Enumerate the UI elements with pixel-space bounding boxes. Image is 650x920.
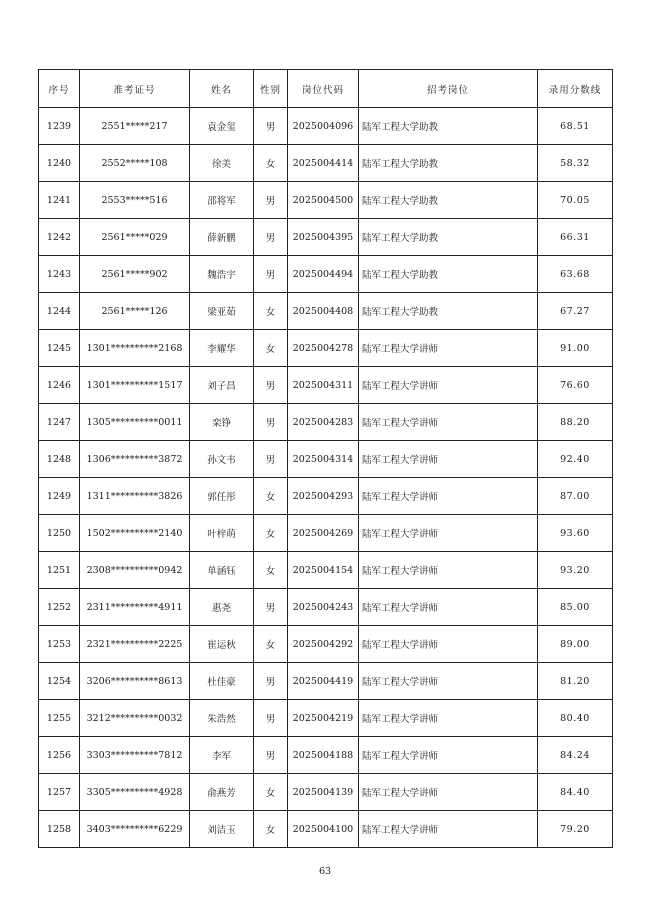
cell-exam-id: 2321**********2225 — [80, 626, 190, 663]
cell-post: 陆军工程大学助教 — [359, 256, 538, 293]
table-row — [39, 219, 613, 256]
cell-gender: 男 — [254, 108, 288, 145]
table-row — [39, 182, 613, 219]
cell-score: 92.40 — [538, 441, 613, 478]
cell-gender: 女 — [254, 478, 288, 515]
table-row — [39, 811, 613, 848]
table-row — [39, 108, 613, 145]
cell-post: 陆军工程大学讲师 — [359, 700, 538, 737]
cell-name: 邵将军 — [190, 182, 254, 219]
cell-name: 单涵钰 — [190, 552, 254, 589]
header-index: 序号 — [39, 70, 80, 108]
cell-name: 刘子昌 — [190, 367, 254, 404]
cell-post-code: 2025004096 — [288, 108, 359, 145]
cell-score: 79.20 — [538, 811, 613, 848]
cell-gender: 女 — [254, 774, 288, 811]
cell-index: 1247 — [39, 404, 80, 441]
cell-gender: 男 — [254, 219, 288, 256]
cell-post: 陆军工程大学助教 — [359, 219, 538, 256]
cell-index: 1253 — [39, 626, 80, 663]
cell-gender: 男 — [254, 367, 288, 404]
cell-score: 88.20 — [538, 404, 613, 441]
cell-score: 67.27 — [538, 293, 613, 330]
cell-post: 陆军工程大学助教 — [359, 182, 538, 219]
cell-name: 李耀华 — [190, 330, 254, 367]
cell-name: 朱浩然 — [190, 700, 254, 737]
cell-gender: 男 — [254, 441, 288, 478]
cell-post: 陆军工程大学讲师 — [359, 330, 538, 367]
cell-name: 栾铮 — [190, 404, 254, 441]
cell-post-code: 2025004408 — [288, 293, 359, 330]
cell-post-code: 2025004419 — [288, 663, 359, 700]
cell-post: 陆军工程大学讲师 — [359, 811, 538, 848]
cell-index: 1250 — [39, 515, 80, 552]
table-body — [39, 108, 613, 848]
table-row — [39, 441, 613, 478]
cell-gender: 女 — [254, 552, 288, 589]
table-row — [39, 330, 613, 367]
cell-index: 1239 — [39, 108, 80, 145]
cell-score: 81.20 — [538, 663, 613, 700]
cell-index: 1243 — [39, 256, 80, 293]
cell-name: 袁金玺 — [190, 108, 254, 145]
cell-index: 1257 — [39, 774, 80, 811]
results-table — [38, 69, 613, 848]
cell-score: 87.00 — [538, 478, 613, 515]
cell-post-code: 2025004494 — [288, 256, 359, 293]
cell-post-code: 2025004311 — [288, 367, 359, 404]
cell-index: 1242 — [39, 219, 80, 256]
table-row — [39, 774, 613, 811]
cell-gender: 男 — [254, 700, 288, 737]
table-row — [39, 700, 613, 737]
page-number: 63 — [318, 866, 332, 877]
cell-post: 陆军工程大学讲师 — [359, 626, 538, 663]
cell-name: 叶梓萌 — [190, 515, 254, 552]
cell-exam-id: 3206**********8613 — [80, 663, 190, 700]
table-row — [39, 256, 613, 293]
table-row — [39, 145, 613, 182]
cell-exam-id: 1305**********0011 — [80, 404, 190, 441]
cell-post-code: 2025004283 — [288, 404, 359, 441]
header-exam-id: 准考证号 — [80, 70, 190, 108]
cell-exam-id: 3212**********0032 — [80, 700, 190, 737]
cell-index: 1255 — [39, 700, 80, 737]
cell-post-code: 2025004269 — [288, 515, 359, 552]
cell-index: 1248 — [39, 441, 80, 478]
table-row — [39, 478, 613, 515]
cell-post: 陆军工程大学讲师 — [359, 774, 538, 811]
cell-gender: 女 — [254, 811, 288, 848]
cell-index: 1244 — [39, 293, 80, 330]
cell-post-code: 2025004293 — [288, 478, 359, 515]
cell-score: 84.40 — [538, 774, 613, 811]
cell-exam-id: 2311**********4911 — [80, 589, 190, 626]
cell-post: 陆军工程大学讲师 — [359, 441, 538, 478]
cell-gender: 女 — [254, 330, 288, 367]
cell-gender: 男 — [254, 663, 288, 700]
cell-exam-id: 2553*****516 — [80, 182, 190, 219]
table-row — [39, 552, 613, 589]
cell-exam-id: 2561*****126 — [80, 293, 190, 330]
cell-score: 58.32 — [538, 145, 613, 182]
cell-exam-id: 3305**********4928 — [80, 774, 190, 811]
cell-index: 1245 — [39, 330, 80, 367]
cell-name: 崔运秋 — [190, 626, 254, 663]
cell-index: 1252 — [39, 589, 80, 626]
cell-exam-id: 1301**********2168 — [80, 330, 190, 367]
cell-name: 魏浩宇 — [190, 256, 254, 293]
table-row — [39, 737, 613, 774]
cell-score: 66.31 — [538, 219, 613, 256]
table-row — [39, 367, 613, 404]
cell-index: 1246 — [39, 367, 80, 404]
cell-post: 陆军工程大学讲师 — [359, 589, 538, 626]
table-row — [39, 293, 613, 330]
cell-post-code: 2025004292 — [288, 626, 359, 663]
cell-exam-id: 2551*****217 — [80, 108, 190, 145]
cell-name: 孙文韦 — [190, 441, 254, 478]
cell-exam-id: 1311**********3826 — [80, 478, 190, 515]
cell-name: 梁亚茹 — [190, 293, 254, 330]
cell-name: 徐美 — [190, 145, 254, 182]
header-post: 招考岗位 — [359, 70, 538, 108]
cell-score: 91.00 — [538, 330, 613, 367]
cell-gender: 男 — [254, 737, 288, 774]
cell-exam-id: 3303**********7812 — [80, 737, 190, 774]
cell-score: 76.60 — [538, 367, 613, 404]
cell-post-code: 2025004154 — [288, 552, 359, 589]
cell-name: 俞燕芳 — [190, 774, 254, 811]
cell-post: 陆军工程大学讲师 — [359, 478, 538, 515]
cell-exam-id: 1502**********2140 — [80, 515, 190, 552]
cell-post-code: 2025004500 — [288, 182, 359, 219]
cell-name: 薛新鹏 — [190, 219, 254, 256]
cell-exam-id: 1306**********3872 — [80, 441, 190, 478]
cell-name: 惠尧 — [190, 589, 254, 626]
cell-score: 84.24 — [538, 737, 613, 774]
table-row — [39, 626, 613, 663]
table-row — [39, 663, 613, 700]
cell-index: 1251 — [39, 552, 80, 589]
cell-post: 陆军工程大学讲师 — [359, 663, 538, 700]
cell-post-code: 2025004219 — [288, 700, 359, 737]
cell-index: 1256 — [39, 737, 80, 774]
cell-exam-id: 2552*****108 — [80, 145, 190, 182]
cell-gender: 女 — [254, 515, 288, 552]
cell-exam-id: 3403**********6229 — [80, 811, 190, 848]
table-header-row — [39, 70, 613, 108]
table-row — [39, 404, 613, 441]
cell-index: 1258 — [39, 811, 80, 848]
cell-score: 70.05 — [538, 182, 613, 219]
cell-score: 85.00 — [538, 589, 613, 626]
cell-post-code: 2025004414 — [288, 145, 359, 182]
cell-name: 李军 — [190, 737, 254, 774]
cell-score: 63.68 — [538, 256, 613, 293]
cell-score: 93.60 — [538, 515, 613, 552]
header-name: 姓名 — [190, 70, 254, 108]
table-row — [39, 515, 613, 552]
cell-gender: 男 — [254, 182, 288, 219]
cell-post-code: 2025004100 — [288, 811, 359, 848]
cell-post: 陆军工程大学讲师 — [359, 515, 538, 552]
header-post-code: 岗位代码 — [288, 70, 359, 108]
cell-score: 80.40 — [538, 700, 613, 737]
cell-index: 1241 — [39, 182, 80, 219]
cell-exam-id: 2561*****029 — [80, 219, 190, 256]
cell-post: 陆军工程大学助教 — [359, 108, 538, 145]
cell-post: 陆军工程大学讲师 — [359, 404, 538, 441]
cell-exam-id: 2561*****902 — [80, 256, 190, 293]
table-row — [39, 589, 613, 626]
cell-post: 陆军工程大学讲师 — [359, 552, 538, 589]
cell-score: 68.51 — [538, 108, 613, 145]
cell-index: 1249 — [39, 478, 80, 515]
cell-post-code: 2025004314 — [288, 441, 359, 478]
cell-gender: 男 — [254, 256, 288, 293]
cell-post-code: 2025004188 — [288, 737, 359, 774]
cell-index: 1240 — [39, 145, 80, 182]
cell-score: 89.00 — [538, 626, 613, 663]
cell-post: 陆军工程大学助教 — [359, 145, 538, 182]
cell-post: 陆军工程大学讲师 — [359, 367, 538, 404]
cell-post-code: 2025004243 — [288, 589, 359, 626]
cell-name: 杜佳豪 — [190, 663, 254, 700]
cell-exam-id: 1301**********1517 — [80, 367, 190, 404]
cell-score: 93.20 — [538, 552, 613, 589]
cell-name: 郭任彤 — [190, 478, 254, 515]
cell-post: 陆军工程大学助教 — [359, 293, 538, 330]
cell-post-code: 2025004395 — [288, 219, 359, 256]
cell-gender: 女 — [254, 293, 288, 330]
cell-gender: 男 — [254, 589, 288, 626]
header-score: 录用分数线 — [538, 70, 613, 108]
header-gender: 性别 — [254, 70, 288, 108]
cell-index: 1254 — [39, 663, 80, 700]
cell-gender: 女 — [254, 145, 288, 182]
cell-gender: 男 — [254, 404, 288, 441]
cell-post: 陆军工程大学讲师 — [359, 737, 538, 774]
cell-post-code: 2025004278 — [288, 330, 359, 367]
cell-exam-id: 2308**********0942 — [80, 552, 190, 589]
cell-name: 刘洁玉 — [190, 811, 254, 848]
cell-gender: 女 — [254, 626, 288, 663]
cell-post-code: 2025004139 — [288, 774, 359, 811]
